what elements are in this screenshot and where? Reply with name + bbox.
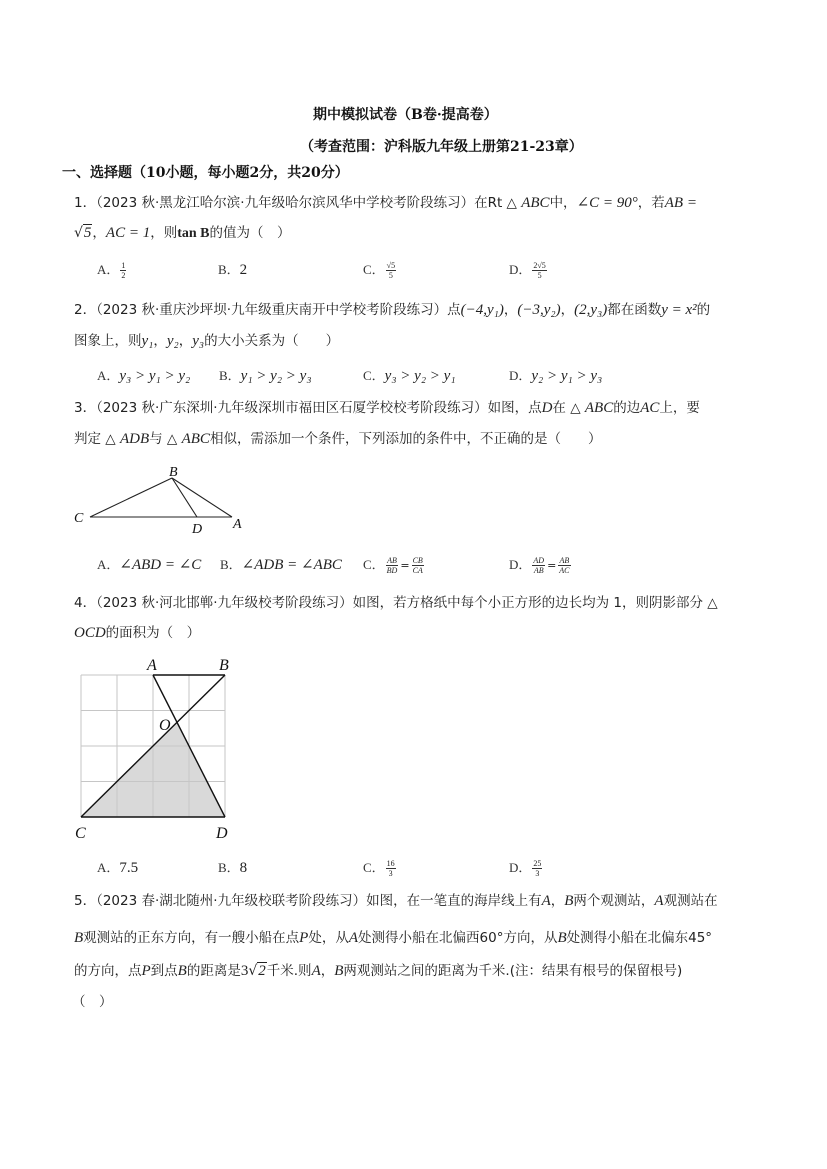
option-label: B．: [220, 557, 242, 572]
fraction: [412, 556, 424, 575]
stem-text: 千米.则: [266, 963, 312, 979]
math-expression: AB =: [664, 195, 697, 211]
option-label: B．: [219, 368, 241, 383]
question-5-stem-line-3: [74, 961, 682, 981]
stem-text: ，: [178, 333, 193, 349]
vertex-label-o: O: [159, 717, 171, 734]
segment-bd: [172, 478, 197, 517]
math-expression: ADB: [119, 431, 150, 447]
question-5-stem-line-1: [74, 891, 718, 911]
option-value: y₃ > y₂ > y₁: [384, 368, 456, 384]
question-2-stem-line-2: [74, 331, 339, 351]
denominator: AC: [559, 566, 570, 575]
denominator: 3: [388, 869, 393, 878]
option-label: C．: [363, 368, 385, 383]
math-expression: B: [334, 963, 344, 979]
option-label: B．: [218, 262, 240, 277]
stem-text: 如图，在一笔直的海岸线上有: [366, 893, 542, 909]
stem-text: 的大小关系为（ ）: [204, 333, 340, 349]
stem-text: 如图，点: [487, 400, 542, 416]
option-label: C．: [363, 557, 385, 572]
stem-text: 观测站在: [663, 893, 718, 909]
stem-text: ，: [550, 893, 565, 909]
option-a[interactable]: [97, 858, 138, 879]
stem-text: 都在函数: [607, 302, 662, 318]
option-label: D．: [509, 557, 532, 572]
math-expression: ABC: [521, 195, 550, 211]
fraction: [532, 261, 546, 280]
numerator: √5: [386, 261, 396, 270]
segment-cb: [90, 478, 172, 517]
option-d[interactable]: [509, 366, 602, 387]
vertex-label-a: A: [147, 657, 157, 674]
option-b[interactable]: [218, 260, 247, 281]
radicand: 2: [258, 963, 266, 979]
stem-text: ，若: [637, 195, 665, 211]
stem-text: 处，从: [308, 930, 349, 946]
question-3-stem-line-2: [74, 429, 601, 449]
equals-sign: =: [547, 558, 557, 572]
question-4-stem-line-1: [74, 593, 718, 613]
numerator: 1: [121, 261, 126, 270]
option-label: D．: [509, 368, 532, 383]
numerator: 25: [533, 859, 542, 868]
numerator: CB: [412, 556, 423, 565]
denominator: 3: [535, 869, 540, 878]
fraction: [386, 261, 396, 280]
question-5-stem-line-2: [74, 928, 712, 948]
vertex-label-a: A: [233, 517, 242, 532]
option-d[interactable]: [509, 260, 548, 281]
stem-text: ，则: [150, 225, 178, 241]
stem-text: 上，要: [659, 400, 700, 416]
question-source: （2023 秋·广东深圳·九年级深圳市福田区石厦学校校考阶段练习）: [96, 400, 488, 416]
math-expression: ABC: [181, 431, 210, 447]
question-source: （2023 秋·黑龙江哈尔滨·九年级哈尔滨风华中学校考阶段练习）: [96, 195, 475, 211]
fraction: [386, 556, 399, 575]
option-value: 8: [239, 860, 248, 876]
stem-text: ，: [320, 963, 335, 979]
math-expression: OCD: [74, 625, 106, 641]
denominator: BD: [386, 566, 398, 575]
stem-text: 处测得小船在北偏西60°方向，从: [358, 930, 558, 946]
stem-text: ，: [153, 333, 167, 349]
math-expression: ABC: [584, 400, 614, 416]
question-1-stem-line-2: [74, 223, 291, 244]
grid-paper-figure: [65, 650, 255, 850]
stem-text: 两个观测站，: [573, 893, 655, 909]
fraction: [558, 556, 570, 575]
option-value: y₂ > y₁ > y₃: [531, 368, 603, 384]
option-c[interactable]: [363, 858, 397, 879]
option-a[interactable]: [97, 555, 201, 576]
numerator: AD: [533, 556, 545, 565]
math-expression: B: [177, 963, 187, 979]
math-expression: tan B: [177, 226, 210, 241]
math-expression: B: [564, 893, 574, 909]
vertex-label-d: D: [216, 825, 228, 842]
question-number: 4．: [74, 595, 97, 611]
question-number: 1．: [74, 195, 97, 211]
math-expression: y = x²: [661, 302, 697, 318]
numerator: 16: [386, 859, 395, 868]
vertex-label-b: B: [169, 465, 178, 480]
stem-text: 两观测站之间的距离为千米.(注：结果有根号的保留根号): [343, 963, 683, 979]
sqrt-icon: √: [74, 225, 83, 241]
stem-text: ，: [92, 225, 106, 241]
math-expression: A: [654, 893, 664, 909]
question-source: （2023 春·湖北随州·九年级校联考阶段练习）: [96, 893, 367, 909]
stem-text: 判定 △: [74, 431, 120, 447]
question-source: （2023 秋·河北邯郸·九年级校考阶段练习）: [96, 595, 353, 611]
fraction: [386, 859, 396, 878]
stem-text: 点: [447, 302, 461, 318]
option-label: D．: [509, 860, 532, 875]
vertex-label-c: C: [75, 825, 86, 842]
math-expression: D: [541, 400, 553, 416]
question-3-stem-line-1: [74, 398, 700, 418]
math-coefficient: 3: [240, 963, 249, 979]
denominator: CA: [412, 566, 423, 575]
exam-title: 期中模拟试卷（B卷·提高卷）: [313, 107, 498, 123]
stem-text: 在Rt △: [474, 195, 522, 211]
option-value: 7.5: [119, 860, 139, 876]
question-number: 3．: [74, 400, 97, 416]
math-expression: y₃: [192, 333, 205, 349]
stem-text: 的方向，点: [74, 963, 142, 979]
option-a[interactable]: [97, 260, 127, 281]
option-d[interactable]: [509, 858, 543, 879]
option-label: B．: [218, 860, 240, 875]
math-expression: ∠C = 90°: [576, 195, 638, 211]
option-label: D．: [509, 262, 532, 277]
option-c[interactable]: [363, 260, 397, 281]
question-number: 5．: [74, 893, 97, 909]
stem-text: 的边: [613, 400, 641, 416]
option-value: y₃ > y₁ > y₂: [119, 368, 191, 384]
question-4-stem-line-2: [74, 623, 200, 643]
equals-sign: =: [400, 558, 410, 572]
option-label: A．: [97, 557, 120, 572]
math-expression: AC: [640, 400, 660, 416]
section-heading: 一、选择题（10小题，每小题2分，共20分）: [62, 165, 349, 181]
option-b[interactable]: [219, 366, 312, 387]
numerator: 2√5: [533, 261, 546, 270]
segment-ba: [172, 478, 232, 517]
numerator: AB: [387, 556, 397, 565]
fraction: [120, 261, 126, 280]
stem-text: 的距离是: [186, 963, 241, 979]
stem-text: 到点: [150, 963, 178, 979]
denominator: 5: [537, 271, 542, 280]
option-value: ∠ADB = ∠ABC: [241, 557, 342, 573]
stem-text: 的面积为（ ）: [105, 625, 201, 641]
option-b[interactable]: [220, 555, 342, 576]
option-label: A．: [97, 860, 120, 875]
radicand: 5: [83, 225, 92, 241]
math-expression: AC = 1: [105, 225, 151, 241]
option-b[interactable]: [218, 858, 247, 879]
math-expression: B: [74, 930, 84, 946]
option-value: y₁ > y₂ > y₃: [240, 368, 312, 384]
math-expression: y₂: [166, 333, 179, 349]
math-expression: (2,y₃): [574, 302, 608, 318]
option-value: ∠ABD = ∠C: [119, 557, 202, 573]
answer-bracket: （ ）: [72, 994, 113, 1010]
stem-text: 的: [696, 302, 711, 318]
question-2-stem-line-1: [74, 300, 710, 320]
math-expression: y₁: [141, 333, 154, 349]
math-expression: P: [141, 963, 151, 979]
stem-text: 观测站的正东方向，有一艘小船在点: [83, 930, 300, 946]
option-label: A．: [97, 262, 120, 277]
stem-text: 如图，若方格纸中每个小正方形的边长均为 1，则阴影部分 △: [352, 595, 718, 611]
question-5-answer-bracket: [72, 992, 113, 1012]
math-expression: B: [557, 930, 567, 946]
option-d[interactable]: [509, 555, 572, 576]
math-expression: A: [541, 893, 551, 909]
vertex-label-c: C: [74, 511, 84, 526]
option-label: C．: [363, 860, 385, 875]
square-root: [248, 961, 266, 981]
option-c[interactable]: [363, 555, 425, 576]
option-c[interactable]: [363, 366, 456, 387]
fraction: [532, 859, 542, 878]
stem-text: ，: [560, 302, 575, 318]
exam-scope-subtitle: （考查范围：沪科版九年级上册第21-23章）: [300, 139, 583, 155]
option-a[interactable]: [97, 366, 190, 387]
question-source: （2023 秋·重庆沙坪坝·九年级重庆南开中学校考阶段练习）: [96, 302, 448, 318]
math-expression: A: [348, 930, 359, 946]
question-number: 2．: [74, 302, 97, 318]
vertex-label-d: D: [192, 522, 203, 537]
math-expression: (−3,y₂): [517, 302, 561, 318]
stem-text: 中，: [549, 195, 577, 211]
option-label: C．: [363, 262, 385, 277]
question-1-stem-line-1: [74, 193, 697, 213]
fraction: [532, 556, 545, 575]
square-root: [74, 223, 92, 243]
option-value: 2: [239, 262, 248, 278]
denominator: AB: [533, 566, 544, 575]
numerator: AB: [559, 556, 570, 565]
math-expression: (−4,y₁): [460, 302, 504, 318]
math-expression: A: [311, 963, 321, 979]
math-expression: P: [299, 930, 309, 946]
stem-text: 相似，需添加一个条件，下列添加的条件中，不正确的是（ ）: [209, 431, 602, 447]
stem-text: ，: [503, 302, 518, 318]
sqrt-icon: √: [248, 963, 258, 979]
stem-text: 的值为（ ）: [209, 225, 291, 241]
stem-text: 处测得小船在北偏东45°: [566, 930, 713, 946]
denominator: 5: [388, 271, 393, 280]
stem-text: 图象上，则: [74, 333, 142, 349]
denominator: 2: [121, 271, 126, 280]
option-label: A．: [97, 368, 120, 383]
vertex-label-b: B: [219, 657, 229, 674]
stem-text: 与 △: [149, 431, 182, 447]
triangle-abc-figure: [65, 455, 265, 540]
stem-text: 在 △: [552, 400, 585, 416]
